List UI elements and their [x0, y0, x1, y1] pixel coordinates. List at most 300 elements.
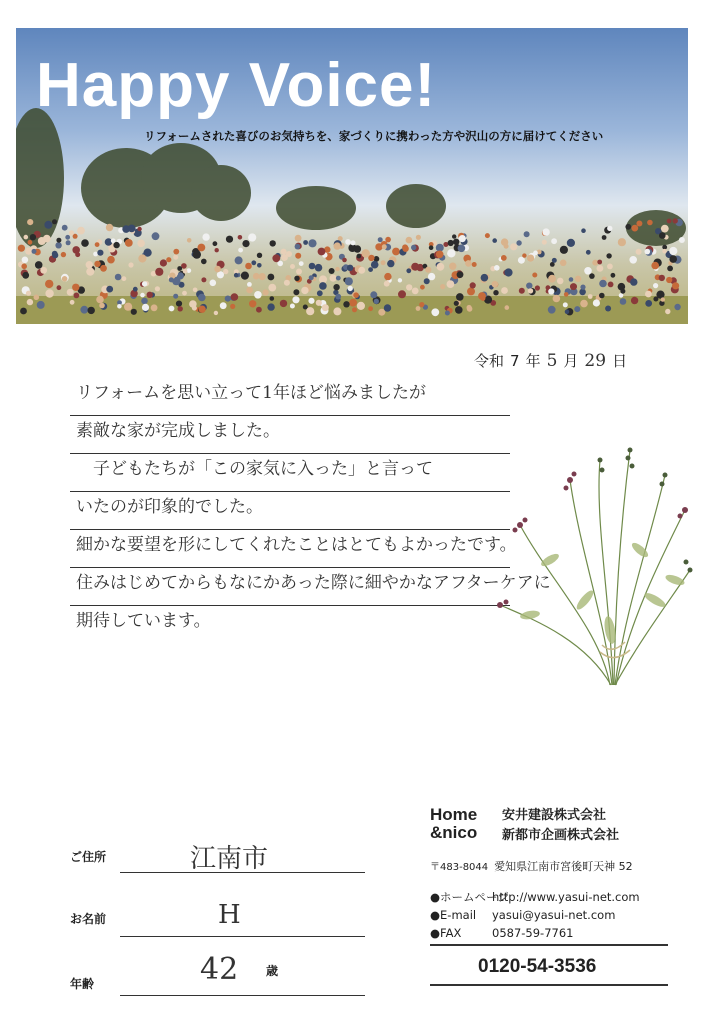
crowd-person	[516, 240, 521, 245]
logo-line-1: Home	[430, 805, 478, 824]
crowd-person	[257, 263, 262, 268]
crowd-person	[96, 296, 104, 304]
crowd-person	[382, 244, 387, 249]
name-label: お名前	[70, 912, 107, 926]
crowd-person	[299, 261, 304, 266]
crowd-person	[242, 240, 249, 247]
crowd-person	[349, 299, 357, 307]
crowd-person	[392, 248, 400, 256]
crowd-person	[210, 280, 217, 287]
crowd-person	[138, 254, 146, 262]
crowd-person	[542, 228, 549, 235]
crowd-person	[672, 282, 679, 289]
crowd-person	[448, 240, 454, 246]
phone-number[interactable]: 0120-54-3536	[478, 956, 597, 977]
crowd-person	[133, 287, 138, 292]
crowd-person	[454, 301, 459, 306]
crowd-person	[406, 237, 413, 244]
crowd-person	[254, 291, 262, 299]
crowd-person	[385, 237, 391, 243]
crowd-person	[176, 301, 182, 307]
date-era: 令和	[474, 352, 505, 370]
crowd-person	[62, 276, 68, 282]
crowd-person	[645, 300, 652, 307]
crowd-person	[333, 284, 339, 290]
crowd-person	[470, 282, 476, 288]
crowd-person	[22, 272, 29, 279]
crowd-person	[606, 253, 611, 258]
crowd-person	[387, 260, 394, 267]
crowd-person	[201, 277, 206, 282]
crowd-person	[518, 257, 525, 264]
crowd-person	[569, 277, 574, 282]
crowd-person	[231, 293, 239, 301]
letter-line: 素敵な家が完成しました。	[70, 416, 510, 454]
crowd-person	[295, 253, 301, 259]
crowd-person	[52, 251, 58, 257]
letter-line: リフォームを思い立って1年ほど悩みましたが	[70, 378, 510, 416]
crowd-person	[645, 249, 651, 255]
crowd-person	[602, 235, 607, 240]
crowd-person	[193, 288, 198, 293]
crowd-person	[290, 304, 295, 309]
crowd-person	[34, 295, 40, 301]
crowd-person	[429, 245, 434, 250]
crowd-person	[420, 285, 425, 290]
crowd-person	[106, 286, 113, 293]
crowd-person	[411, 245, 416, 250]
crowd-person	[371, 261, 379, 269]
crowd-person	[182, 291, 187, 296]
address-label: ご住所	[70, 850, 107, 864]
address-value: 江南市	[190, 844, 269, 874]
crowd-person	[131, 309, 137, 315]
crowd-person	[155, 286, 160, 291]
crowd-person	[319, 282, 327, 290]
crowd-person	[86, 268, 94, 276]
crowd-person	[374, 299, 379, 304]
crowd-person	[97, 250, 103, 256]
crowd-person	[493, 290, 498, 295]
crowd-person	[27, 219, 33, 225]
crowd-person	[345, 239, 351, 245]
crowd-person	[398, 290, 406, 298]
crowd-person	[295, 244, 301, 250]
crowd-person	[295, 235, 302, 242]
crowd-person	[268, 284, 276, 292]
crowd-person	[478, 292, 486, 300]
crowd-person	[201, 259, 207, 265]
date-year-unit: 年	[525, 352, 541, 370]
crowd-person	[342, 258, 347, 263]
crowd-person	[580, 285, 585, 290]
crowd-person	[268, 274, 275, 281]
crowd-person	[257, 253, 262, 258]
crowd-person	[597, 265, 604, 272]
crowd-person	[106, 224, 113, 231]
crowd-person	[527, 255, 534, 262]
crowd-person	[141, 298, 148, 305]
crowd-person	[564, 292, 569, 297]
crowd-person	[230, 304, 235, 309]
crowd-person	[618, 238, 626, 246]
crowd-person	[28, 240, 33, 245]
crowd-person	[411, 263, 419, 271]
crowd-person	[189, 300, 197, 308]
crowd-person	[86, 261, 93, 268]
crowd-person	[173, 249, 179, 255]
crowd-person	[247, 282, 252, 287]
crowd-person	[193, 250, 201, 258]
letter-line: 細かな要望を形にしてくれたことはとてもよかったです。	[70, 530, 510, 568]
crowd-person	[548, 275, 556, 283]
date-month-unit: 月	[563, 352, 579, 370]
crowd-person	[107, 256, 115, 264]
crowd-person	[45, 289, 53, 297]
crowd-person	[370, 291, 377, 298]
crowd-person	[347, 265, 353, 271]
crowd-person	[198, 244, 206, 252]
crowd-person	[467, 306, 473, 312]
crowd-person	[72, 284, 79, 291]
crowd-person	[122, 225, 130, 233]
crowd-person	[330, 275, 337, 282]
crowd-person	[384, 281, 390, 287]
crowd-person	[455, 306, 463, 314]
crowd-person	[402, 244, 408, 250]
crowd-person	[431, 308, 439, 316]
crowd-person	[667, 219, 672, 224]
crowd-person	[316, 300, 322, 306]
crowd-person	[55, 242, 61, 248]
age-unit: 歳	[266, 964, 279, 978]
crowd-person	[249, 300, 256, 307]
crowd-person	[625, 224, 631, 230]
crowd-person	[88, 307, 95, 314]
crowd-person	[70, 300, 75, 305]
crowd-person	[645, 291, 652, 298]
crowd-person	[599, 293, 605, 299]
crowd-person	[173, 255, 178, 260]
crowd-person	[666, 277, 672, 283]
crowd-person	[436, 244, 444, 252]
crowd-person	[253, 273, 260, 280]
crowd-person	[661, 297, 665, 301]
phone-rule-bottom	[430, 984, 668, 986]
crowd-person	[467, 287, 475, 295]
crowd-person	[270, 240, 276, 246]
crowd-person	[526, 283, 532, 289]
crowd-person	[348, 286, 353, 291]
crowd-person	[611, 273, 616, 278]
crowd-person	[428, 273, 435, 280]
crowd-person	[45, 280, 53, 288]
crowd-person	[292, 296, 299, 303]
date-year: 7	[510, 352, 520, 370]
crowd-person	[152, 232, 160, 240]
crowd-person	[533, 251, 538, 256]
crowd-person	[406, 268, 411, 273]
crowd-person	[485, 233, 490, 238]
crowd-person	[436, 251, 444, 259]
crowd-person	[226, 236, 233, 243]
crowd-person	[492, 281, 499, 288]
crowd-person	[505, 305, 510, 310]
crowd-person	[629, 256, 637, 264]
crowd-person	[80, 306, 88, 314]
crowd-person	[647, 220, 653, 226]
crowd-person	[32, 249, 37, 254]
crowd-person	[137, 227, 141, 231]
crowd-person	[560, 246, 568, 254]
crowd-person	[574, 306, 580, 312]
crowd-person	[169, 306, 175, 312]
contact-email	[430, 906, 640, 924]
crowd-person	[37, 301, 45, 309]
crowd-person	[296, 269, 302, 275]
crowd-person	[223, 269, 228, 274]
crowd-person	[618, 283, 626, 291]
crowd-person	[335, 267, 339, 271]
crowd-person	[220, 302, 227, 309]
crowd-person	[456, 293, 464, 301]
crowd-person	[636, 221, 642, 227]
crowd-person	[301, 287, 308, 294]
crowd-person	[504, 268, 512, 276]
page-title: Happy Voice!	[36, 51, 437, 120]
crowd-person	[329, 268, 335, 274]
crowd-person	[362, 249, 370, 257]
crowd-person	[160, 259, 167, 266]
crowd-person	[552, 258, 557, 263]
crowd-person	[336, 276, 341, 281]
crowd-person	[667, 266, 673, 272]
crowd-person	[94, 261, 100, 267]
crowd-person	[128, 262, 133, 267]
crowd-person	[21, 264, 27, 270]
company-name-2: 新都市企画株式会社	[502, 828, 620, 843]
crowd-person	[259, 273, 266, 280]
crowd-person	[238, 235, 243, 240]
crowd-person	[345, 277, 353, 285]
crowd-person	[548, 288, 554, 294]
crowd-person	[290, 264, 295, 269]
crowd-person	[501, 255, 507, 261]
crowd-person	[235, 256, 243, 264]
crowd-person	[636, 249, 642, 255]
crowd-person	[20, 308, 27, 315]
crowd-person	[147, 292, 153, 298]
crowd-person	[425, 267, 431, 273]
crowd-person	[115, 274, 122, 281]
crowd-person	[519, 288, 525, 294]
crowd-person	[308, 239, 316, 247]
crowd-person	[412, 288, 419, 295]
crowd-person	[630, 278, 637, 285]
crowd-person	[449, 263, 456, 270]
crowd-person	[353, 292, 359, 298]
crowd-person	[560, 260, 567, 267]
fax-number: 0587-59-7761	[492, 926, 574, 940]
contact-homepage	[430, 888, 640, 906]
postal-code: 〒483-8044	[430, 862, 489, 873]
crowd-person	[659, 232, 666, 239]
crowd-person	[56, 238, 61, 243]
crowd-person	[605, 306, 611, 312]
crowd-person	[669, 247, 677, 255]
crowd-person	[284, 280, 290, 286]
crowd-person	[459, 235, 466, 242]
company-address	[430, 858, 639, 874]
crowd-person	[551, 238, 557, 244]
crowd-person	[494, 265, 500, 271]
crowd-person	[586, 250, 591, 255]
crowd-person	[248, 233, 256, 241]
crowd-person	[575, 276, 581, 282]
age-value: 42	[200, 952, 239, 987]
crowd-person	[24, 235, 29, 240]
crowd-person	[178, 306, 183, 311]
crowd-person	[142, 281, 147, 286]
crowd-person	[294, 276, 299, 281]
crowd-person	[256, 307, 262, 313]
crowd-person	[214, 311, 218, 315]
crowd-person	[125, 239, 133, 247]
crowd-person	[472, 262, 477, 267]
crowd-person	[35, 261, 43, 269]
crowd-person	[557, 278, 564, 285]
crowd-person	[357, 302, 365, 310]
crowd-person	[458, 245, 466, 253]
crowd-person	[659, 275, 665, 281]
crowd-person	[510, 243, 517, 250]
crowd-person	[368, 267, 373, 272]
crowd-person	[215, 248, 219, 252]
crowd-person	[570, 283, 577, 290]
crowd-person	[251, 260, 256, 265]
crowd-person	[225, 296, 231, 302]
crowd-person	[25, 248, 32, 255]
crowd-person	[202, 233, 209, 240]
logo-line-2: &nico	[430, 823, 478, 842]
crowd-person	[580, 300, 588, 308]
crowd-person	[155, 268, 163, 276]
crowd-person	[501, 238, 508, 245]
crowd-person	[151, 304, 158, 311]
crowd-person	[532, 273, 537, 278]
crowd-person	[447, 249, 455, 257]
crowd-person	[597, 260, 602, 265]
crowd-person	[384, 273, 391, 280]
crowd-person	[607, 264, 613, 270]
crowd-person	[653, 297, 658, 302]
crowd-person	[122, 276, 127, 281]
crowd-person	[563, 302, 568, 307]
crowd-person	[198, 306, 205, 313]
crowd-person	[453, 239, 459, 245]
crowd-person	[26, 291, 31, 296]
crowd-person	[631, 225, 638, 232]
crowd-person	[198, 294, 206, 302]
crowd-person	[673, 218, 678, 223]
crowd-person	[567, 239, 575, 247]
crowd-person	[457, 271, 464, 278]
crowd-person	[40, 267, 47, 274]
crowd-person	[66, 240, 71, 245]
crowd-person	[589, 273, 595, 279]
email-label: ●E-mail	[430, 908, 477, 922]
crowd-person	[234, 273, 239, 278]
crowd-person	[354, 245, 361, 252]
page-subtitle: リフォームされた喜びのお気持ちを、家づくりに携わった方や沢山の方に届けてください	[144, 129, 604, 143]
homepage-link[interactable]: http://www.yasui-net.com	[492, 890, 640, 904]
crowd-person	[437, 263, 445, 271]
crowd-person	[548, 306, 556, 314]
crowd-person	[357, 254, 362, 259]
crowd-person	[665, 309, 670, 314]
crowd-person	[280, 300, 287, 307]
email-link[interactable]: yasui@yasui-net.com	[492, 908, 616, 922]
crowd-person	[241, 272, 249, 280]
crowd-person	[607, 226, 612, 231]
crowd-person	[358, 267, 365, 274]
crowd-person	[651, 262, 659, 270]
crowd-person	[335, 294, 341, 300]
street-address: 愛知県江南市宮後町天神 52	[494, 860, 633, 873]
crowd-person	[501, 287, 508, 294]
crowd-person	[424, 278, 430, 284]
crowd-person	[187, 238, 192, 243]
crowd-person	[452, 234, 456, 238]
crowd-person	[99, 303, 105, 309]
crowd-person	[309, 263, 316, 270]
crowd-person	[214, 266, 221, 273]
crowd-person	[528, 288, 533, 293]
address-underline	[120, 872, 365, 873]
crowd-person	[375, 243, 382, 250]
crowd-person	[351, 240, 356, 245]
crowd-person	[52, 219, 57, 224]
crowd-person	[142, 304, 149, 311]
crowd-person	[62, 225, 68, 231]
crowd-person	[593, 299, 600, 306]
crowd-person	[662, 245, 667, 250]
crowd-person	[166, 257, 171, 262]
crowd-person	[140, 293, 145, 298]
crowd-person	[72, 246, 80, 254]
letter-body	[70, 378, 551, 643]
crowd-person	[57, 285, 62, 290]
crowd-person	[117, 304, 122, 309]
crowd-person	[77, 227, 85, 235]
crowd-person	[378, 237, 383, 242]
crowd-person	[27, 299, 33, 305]
crowd-person	[272, 254, 280, 262]
crowd-person	[447, 280, 455, 288]
crowd-person	[631, 297, 638, 304]
date-month: 5	[546, 351, 558, 371]
crowd-person	[542, 240, 547, 245]
crowd-person	[246, 287, 253, 294]
crowd-person	[309, 275, 314, 280]
crowd-person	[303, 240, 308, 245]
crowd-person	[263, 289, 269, 295]
crowd-person	[100, 265, 107, 272]
crowd-person	[406, 284, 412, 290]
crowd-person	[238, 248, 243, 253]
crowd-person	[306, 307, 314, 315]
date-row	[474, 350, 627, 371]
